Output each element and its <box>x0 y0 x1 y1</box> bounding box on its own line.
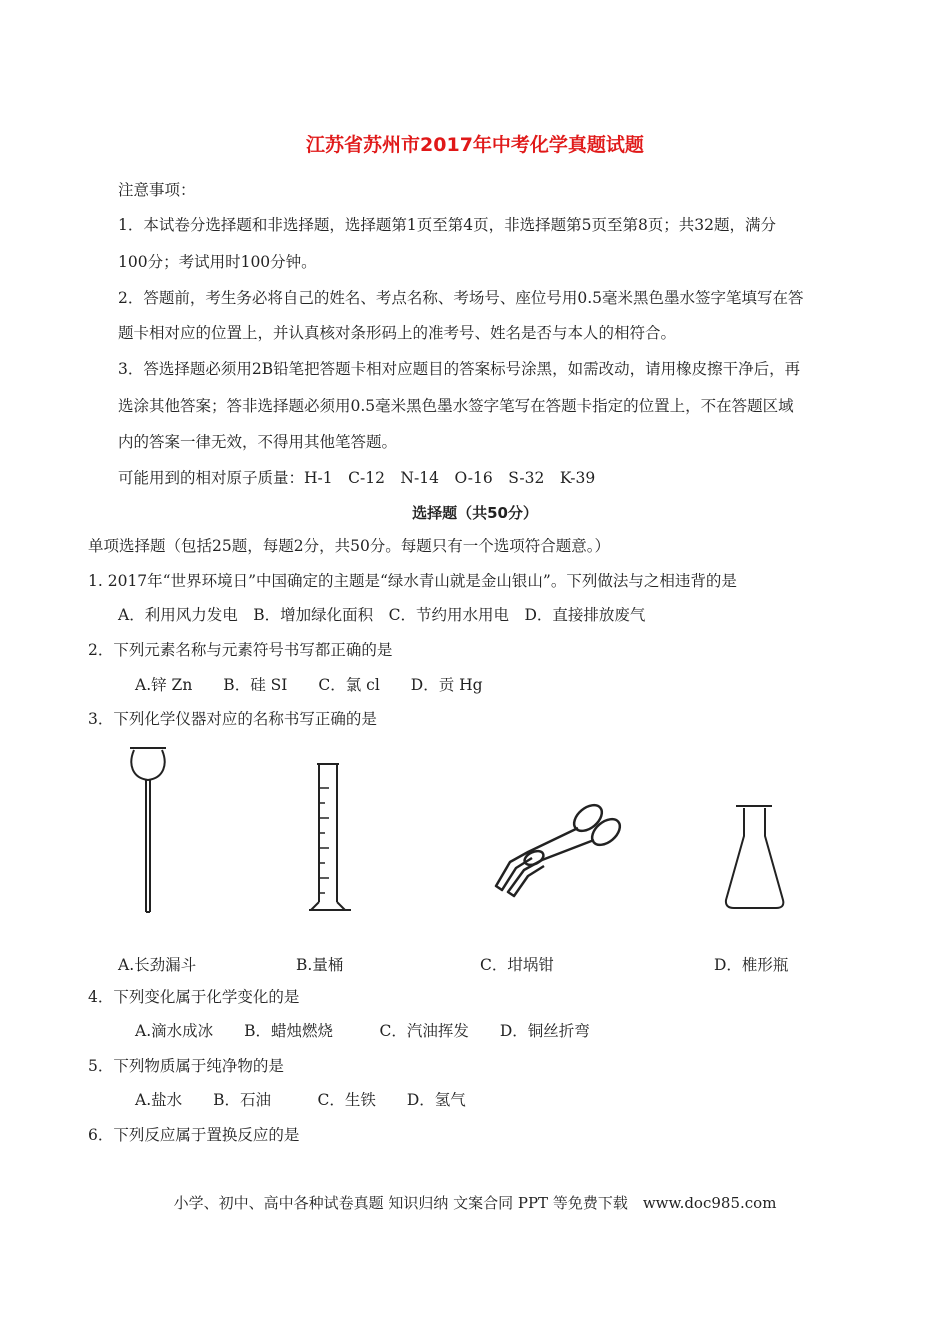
atomic-mass-line: 可能用到的相对原子质量：H-1 C-12 N-14 O-16 S-32 K-39 <box>118 469 596 487</box>
question-3-option-d: D．椎形瓶 <box>714 956 789 974</box>
notice-line: 100分；考试用时100分钟。 <box>118 253 317 271</box>
question-1-options: A．利用风力发电 B．增加绿化面积 C．节约用水用电 D．直接排放废气 <box>118 606 646 624</box>
question-1-stem: 1. 2017年“世界环境日”中国确定的主题是“绿水青山就是金山银山”。下列做法与之相违背的是 <box>88 572 737 590</box>
page-title: 江苏省苏州市2017年中考化学真题试题 <box>306 134 644 156</box>
question-3-option-b: B.量桶 <box>296 956 344 974</box>
question-3-option-c: C．坩埚钳 <box>480 956 554 974</box>
question-2-stem: 2．下列元素名称与元素符号书写都正确的是 <box>88 641 393 659</box>
question-5-stem: 5．下列物质属于纯净物的是 <box>88 1057 284 1075</box>
notice-line: 2．答题前，考生务必将自己的姓名、考点名称、考场号、座位号用0.5毫米黑色墨水签字笔填写在答 <box>118 289 804 307</box>
question-6-stem: 6．下列反应属于置换反应的是 <box>88 1126 300 1144</box>
section-title: 选择题（共50分） <box>412 504 538 522</box>
question-4-options: A.滴水成冰 B．蜡烛燃烧 C．汽油挥发 D．铜丝折弯 <box>135 1022 590 1040</box>
graduated-cylinder-icon <box>305 758 355 918</box>
conical-flask-icon <box>720 800 790 915</box>
long-neck-funnel-icon <box>120 740 180 920</box>
notice-line: 选涂其他答案；答非选择题必须用0.5毫米黑色墨水签字笔写在答题卡指定的位置上，不在答题区域 <box>118 397 794 415</box>
question-5-options: A.盐水 B．石油 C．生铁 D．氢气 <box>135 1091 466 1109</box>
notice-line: 3．答选择题必须用2B铅笔把答题卡相对应题目的答案标号涂黑，如需改动，请用橡皮擦干净后，再 <box>118 360 801 378</box>
notice-line: 题卡相对应的位置上，并认真核对条形码上的准考号、姓名是否与本人的相符合。 <box>118 324 677 342</box>
question-3-stem: 3．下列化学仪器对应的名称书写正确的是 <box>88 710 377 728</box>
notice-heading: 注意事项： <box>118 181 196 199</box>
question-4-stem: 4．下列变化属于化学变化的是 <box>88 988 300 1006</box>
notice-line: 1．本试卷分选择题和非选择题，选择题第1页至第4页，非选择题第5页至第8页；共32题，满分 <box>118 216 777 234</box>
footer: 小学、初中、高中各种试卷真题 知识归纳 文案合同 PPT 等免费下载 www.doc985.com <box>173 1194 777 1212</box>
notice-line: 内的答案一律无效，不得用其他笔答题。 <box>118 433 398 451</box>
crucible-tongs-icon <box>488 796 628 906</box>
question-2-options: A.锌 Zn B．硅 SI C．氯 cl D．贡 Hg <box>135 676 483 694</box>
instruction: 单项选择题（包括25题，每题2分，共50分。每题只有一个选项符合题意。） <box>88 537 611 555</box>
question-3-option-a: A.长劲漏斗 <box>118 956 197 974</box>
